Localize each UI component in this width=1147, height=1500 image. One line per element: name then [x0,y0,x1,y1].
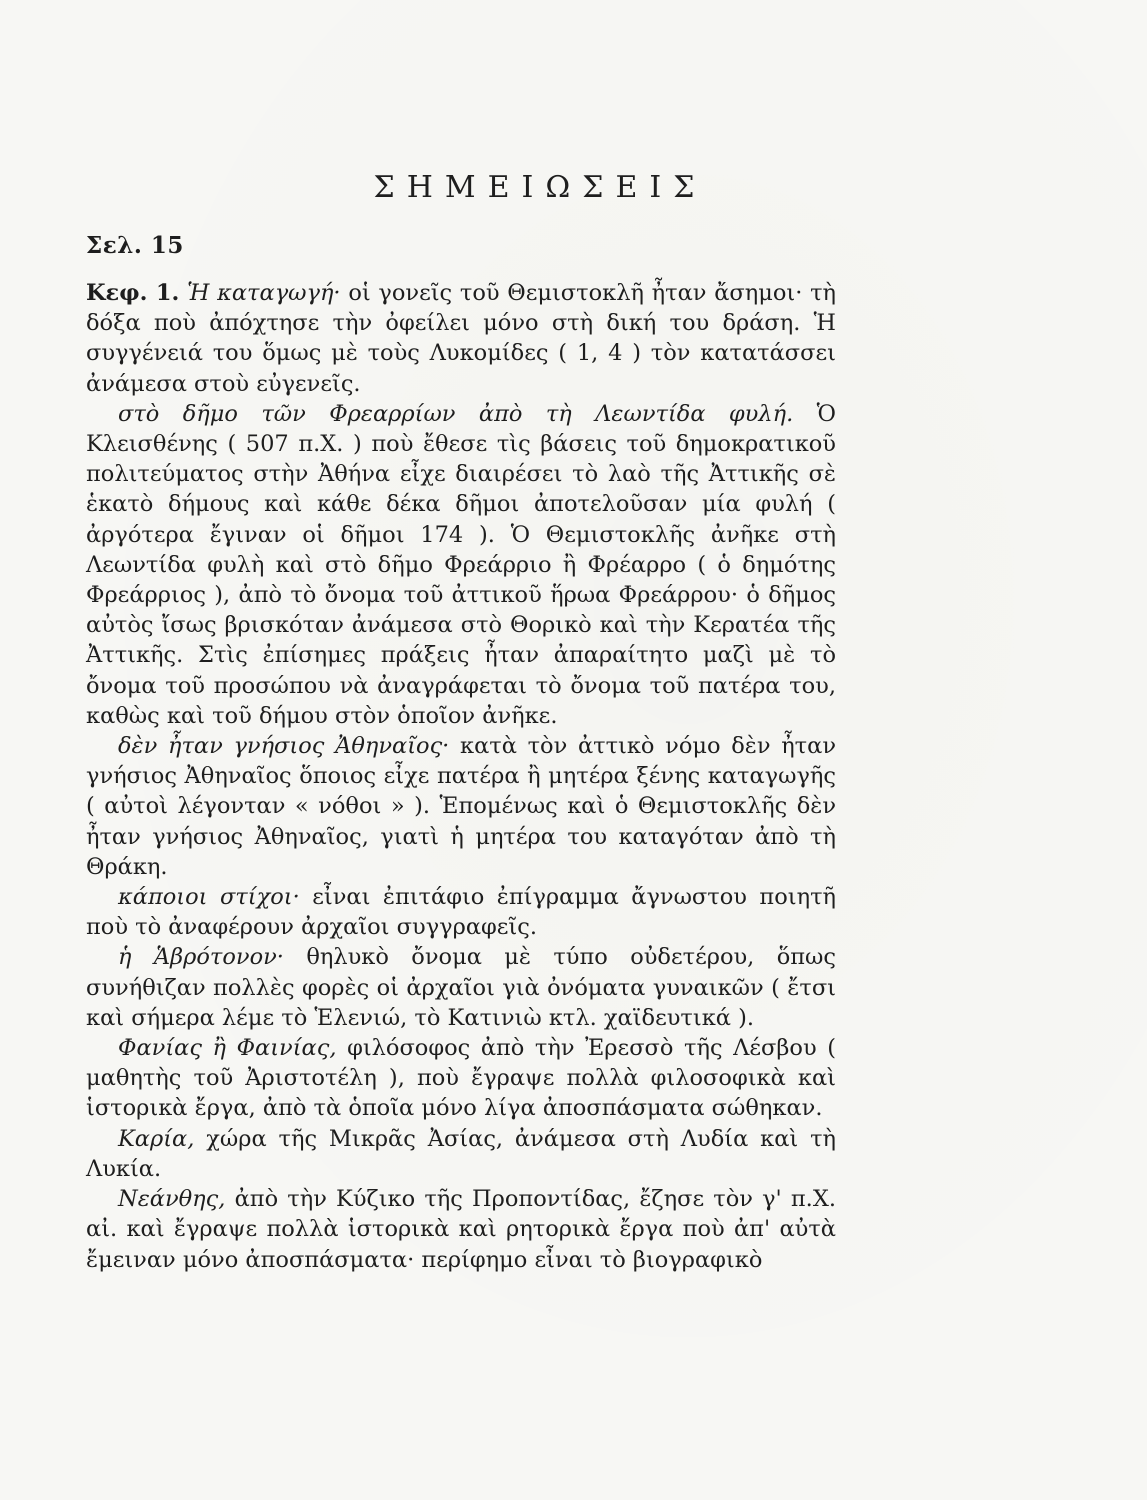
note-text: φιλόσοφος ἀπὸ τὴν Ἐρεσσὸ τῆς Λέσβου ( μαθητὴς τοῦ Ἀριστοτέλη ), ποὺ ἔγραψε πολλὰ φιλοσοφικὰ καὶ ἱστορικὰ ἔργα, ἀπὸ τὰ ὁποῖα μόνο λίγα ἀποσπάσματα σώθηκαν. [86,1035,836,1122]
note-lemma: Ἡ καταγωγή· [187,280,341,306]
section-reference: Σελ. 15 [86,232,184,259]
note-lemma: ἡ Ἁβρότονον· [118,944,284,971]
note-text: χώρα τῆς Μικρᾶς Ἀσίας, ἀνάμεσα στὴ Λυδία καὶ τὴ Λυκία. [86,1125,837,1182]
note-lemma: κάποιοι στίχοι· [118,884,300,911]
note-lemma: Φανίας ἢ Φαινίας, [118,1035,337,1062]
note-text: θηλυκὸ ὄνομα μὲ τύπο οὐδετέρου, ὅπως συνήθιζαν πολλὲς φορὲς οἱ ἀρχαῖοι γιὰ ὀνόματα γυναικῶν ( ἔτσι καὶ σήμερα λέμε τὸ Ἑλενιώ, τὸ Κατινιὼ κτλ. χαϊδευτικά ). [86,944,836,1031]
notes-body [86,278,836,1275]
note-lemma: στὸ δῆμο τῶν Φρεαρρίων ἀπὸ τὴ Λεωντίδα φυλή. [118,400,794,427]
note-paragraph [86,882,836,942]
note-lemma: Καρία, [118,1125,195,1152]
note-paragraph [86,942,836,1033]
note-text: εἶναι ἐπιτάφιο ἐπίγραμμα ἄγνωστου ποιητῆ ποὺ τὸ ἀναφέρουν ἀρχαῖοι συγγραφεῖς. [86,884,836,941]
note-paragraph [86,1124,836,1184]
note-paragraph [86,1184,836,1275]
note-paragraph [86,731,836,882]
note-paragraph [86,1033,836,1124]
note-text: οἱ γονεῖς τοῦ Θεμιστοκλῆ ἦταν ἄσημοι· τὴ δόξα ποὺ ἀπόχτησε τὴν ὀφείλει μόνο στὴ δική του δράση. Ἡ συγγένειά του ὅμως μὲ τοὺς Λυκομίδες ( 1, 4 ) τὸν κατατάσσει ἀνάμεσα στοὺ εὐγενεῖς. [86,280,837,397]
note-lemma: Νεάνθης, [118,1186,226,1213]
note-text: ἀπὸ τὴν Κύζικο τῆς Προποντίδας, ἔζησε τὸν γ' π.Χ. αἰ. καὶ ἔγραψε πολλὰ ἱστορικὰ καὶ ρητορικὰ ἔργα ποὺ ἀπ' αὐτὰ ἔμειναν μόνο ἀποσπάσματα· περίφημο εἶναι τὸ βιογραφικὸ [86,1186,837,1273]
note-paragraph [86,399,836,731]
note-paragraph [86,278,836,399]
chapter-label: Κεφ. 1. [86,280,180,306]
note-text: κατὰ τὸν ἀττικὸ νόμο δὲν ἦταν γνήσιος Ἀθηναῖος ὅποιος εἶχε πατέρα ἢ μητέρα ξένης καταγωγῆς ( αὐτοὶ λέγονταν « νόθοι » ). Ἑπομένως καὶ ὁ Θεμιστοκλῆς δὲν ἦταν γνήσιος Ἀθηναῖος, γιατὶ ἡ μητέρα του καταγόταν ἀπὸ τὴ Θράκη. [86,733,837,880]
page-title: ΣΗΜΕΙΩΣΕΙΣ [373,170,707,206]
note-text: Ὁ Κλεισθένης ( 507 π.Χ. ) ποὺ ἔθεσε τὶς βάσεις τοῦ δημοκρατικοῦ πολιτεύματος στὴν Ἀθήνα εἶχε διαιρέσει τὸ λαὸ τῆς Ἀττικῆς σὲ ἑκατὸ δήμους καὶ κάθε δέκα δῆμοι ἀποτελοῦσαν μία φυλή ( ἀργότερα ἔγιναν οἱ δῆμοι 174 ). Ὁ Θεμιστοκλῆς ἀνῆκε στὴ Λεωντίδα φυλὴ καὶ στὸ δῆμο Φρεάρριο ἢ Φρέαρρο ( ὁ δημότης Φρεάρριος ), ἀπὸ τὸ ὄνομα τοῦ ἀττικοῦ ἥρωα Φρεάρρου· ὁ δῆμος αὐτὸς ἴσως βρισκόταν ἀνάμεσα στὸ Θορικὸ καὶ τὴν Κερατέα τῆς Ἀττικῆς. Στὶς ἐπίσημες πράξεις ἦταν ἀπαραίτητο μαζὶ μὲ τὸ ὄνομα τοῦ προσώπου νὰ ἀναγράφεται τὸ ὄνομα τοῦ πατέρα του, καθὼς καὶ τοῦ δήμου στὸν ὁποῖον ἀνῆκε. [86,400,836,729]
note-lemma: δὲν ἦταν γνήσιος Ἀθηναῖος· [118,733,450,760]
